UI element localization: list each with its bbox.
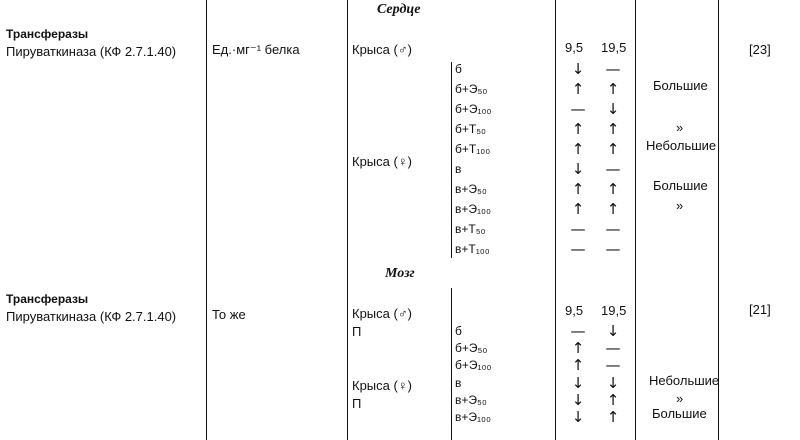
condition-label: б+Т₅₀: [455, 122, 487, 136]
change-symbol: —: [605, 356, 621, 375]
change-symbol: ↓: [571, 408, 585, 426]
change-symbol: ↑: [606, 200, 620, 218]
change-symbol: —: [605, 220, 621, 238]
condition-label: в+Э₅₀: [455, 392, 487, 407]
unit-label: Ед.·мг⁻¹ белка: [212, 42, 300, 57]
change-symbol: ↓: [606, 322, 620, 340]
condition-label: б+Т₁₀₀: [455, 142, 491, 156]
effect-note: Небольшие: [646, 138, 717, 153]
change-symbol: ↑: [571, 120, 585, 138]
column-rule: [206, 0, 207, 440]
column-rule: [347, 0, 348, 440]
change-symbol: ↓: [606, 100, 620, 118]
change-symbol: ↑: [571, 140, 585, 158]
condition-label: в: [455, 375, 462, 390]
change-symbol: —: [605, 60, 621, 78]
condition-label: в: [455, 162, 462, 176]
effect-note: Большие: [653, 178, 708, 193]
effect-note: Небольшие: [649, 373, 720, 388]
change-symbol: ↑: [606, 140, 620, 158]
change-symbol: ↑: [606, 390, 620, 409]
ditto-mark: »: [676, 120, 684, 135]
change-symbol: —: [570, 220, 586, 238]
dose-header: 19,5: [601, 40, 627, 55]
enzyme-name: Пируваткиназа (КФ 2.7.1.40): [6, 309, 177, 324]
condition-label: б: [455, 324, 462, 338]
change-symbol: ↑: [606, 180, 620, 198]
condition-label: б+Э₁₀₀: [455, 358, 492, 373]
column-rule: [635, 0, 636, 440]
change-symbol: ↑: [606, 80, 620, 98]
change-symbol: ↓: [571, 373, 585, 392]
ditto-mark: »: [676, 391, 684, 406]
change-symbol: —: [605, 160, 621, 178]
dose-header: 19,5: [601, 303, 627, 318]
change-symbol: —: [605, 339, 621, 358]
animal-sublabel: П: [352, 324, 362, 339]
change-symbol: ↑: [571, 180, 585, 198]
change-symbol: ↓: [571, 60, 585, 78]
change-symbol: —: [570, 240, 586, 258]
animal-label: Крыса (♂): [352, 306, 412, 321]
change-symbol: ↑: [606, 120, 620, 138]
change-symbol: ↓: [571, 160, 585, 178]
column-rule: [451, 288, 452, 440]
condition-label: б: [455, 62, 462, 76]
column-rule: [451, 62, 452, 258]
dose-header: 9,5: [565, 40, 584, 55]
unit-label: То же: [212, 307, 246, 322]
condition-label: б+Э₁₀₀: [455, 102, 492, 116]
section-heading: Мозг: [385, 266, 415, 281]
condition-label: в+Э₅₀: [455, 182, 487, 196]
animal-label: Крыса (♀): [352, 378, 412, 393]
condition-label: б+Э₅₀: [455, 341, 488, 356]
change-symbol: —: [570, 322, 586, 340]
animal-label: Крыса (♀): [352, 154, 412, 169]
change-symbol: ↑: [606, 408, 620, 426]
change-symbol: —: [605, 240, 621, 258]
dose-header: 9,5: [565, 303, 584, 318]
ditto-mark: »: [676, 198, 684, 213]
enzyme-name: Пируваткиназа (КФ 2.7.1.40): [6, 44, 177, 59]
effect-note: Большие: [653, 78, 708, 93]
condition-label: в+Т₅₀: [455, 222, 486, 236]
effect-note: Большие: [652, 406, 707, 421]
reference: [21]: [749, 302, 771, 317]
column-rule: [555, 0, 556, 440]
section-heading: Сердце: [377, 2, 421, 17]
change-symbol: ↓: [606, 373, 620, 392]
change-symbol: ↑: [571, 200, 585, 218]
enzyme-category: Трансферазы: [6, 292, 89, 306]
animal-sublabel: П: [352, 396, 362, 411]
condition-label: в+Т₁₀₀: [455, 242, 490, 256]
reference: [23]: [749, 42, 771, 57]
change-symbol: ↑: [571, 356, 585, 375]
change-symbol: ↑: [571, 339, 585, 358]
change-symbol: ↑: [571, 80, 585, 98]
enzyme-category: Трансферазы: [6, 27, 89, 41]
condition-label: б+Э₅₀: [455, 82, 488, 96]
condition-label: в+Э₁₀₀: [455, 410, 492, 424]
condition-label: в+Э₁₀₀: [455, 202, 492, 216]
animal-label: Крыса (♂): [352, 42, 412, 57]
change-symbol: ↓: [571, 390, 585, 409]
change-symbol: —: [570, 100, 586, 118]
